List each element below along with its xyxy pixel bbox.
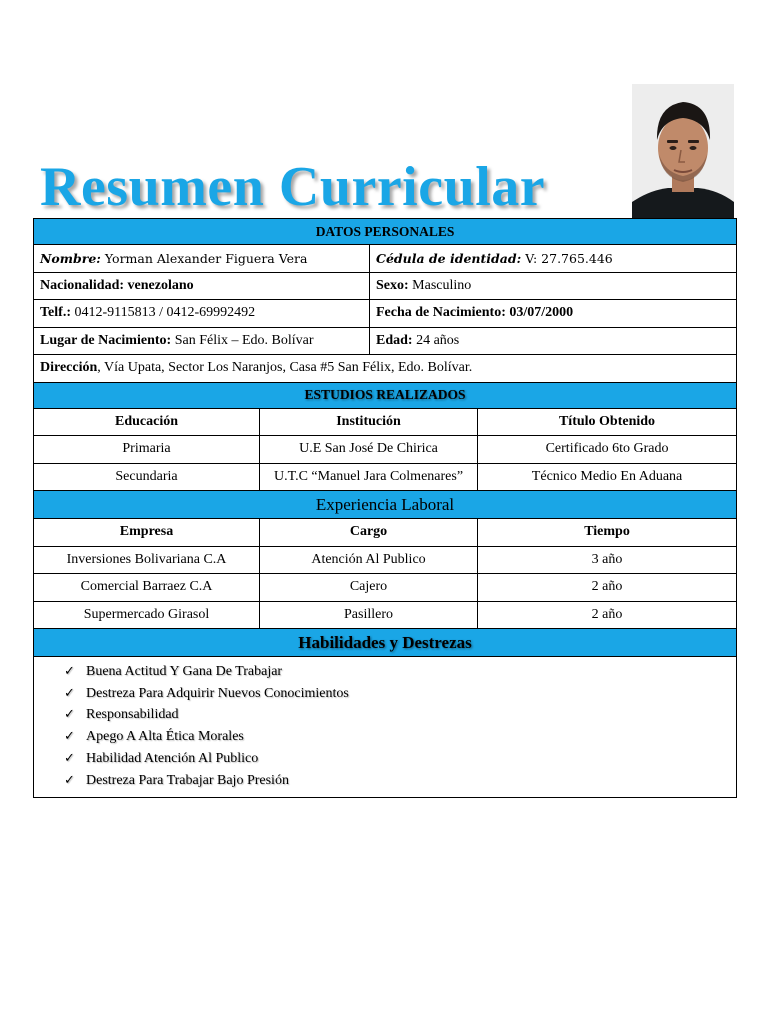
edad-value: 24 años <box>416 332 460 348</box>
skill-text: Buena Actitud Y Gana De Trabajar <box>86 664 283 679</box>
empresa-cell: Supermercado Girasol <box>34 601 260 629</box>
row-direccion <box>34 355 737 383</box>
table-row <box>34 436 737 464</box>
fecha-label: Fecha de Nacimiento: <box>376 305 506 321</box>
column-header-educacion: Educación <box>34 408 260 436</box>
direccion-label: Dirección <box>40 360 98 376</box>
skill-text: Apego A Alta Ética Morales <box>86 729 244 745</box>
sexo-label: Sexo: <box>376 277 409 293</box>
skill-text: Responsabilidad <box>86 707 179 723</box>
nombre-cell <box>34 245 370 273</box>
list-item <box>64 683 736 705</box>
column-header-titulo: Título Obtenido <box>478 408 737 436</box>
edad-label: Edad: <box>376 332 413 348</box>
telf-cell <box>34 300 370 328</box>
habilidades-heading <box>34 629 737 657</box>
tiempo-cell: 3 año <box>478 546 737 574</box>
skills-list <box>34 661 736 791</box>
experiencia-column-headers <box>34 519 737 547</box>
habilidades-heading-text: Habilidades y Destrezas <box>298 632 472 652</box>
column-header-cargo: Cargo <box>260 519 478 547</box>
fecha-value: 03/07/2000 <box>509 305 574 321</box>
list-item <box>64 704 736 726</box>
edad-cell <box>370 327 737 355</box>
nacionalidad-label: Nacionalidad: <box>40 277 125 293</box>
estudios-column-headers <box>34 408 737 436</box>
lugar-label: Lugar de Nacimiento: <box>40 332 172 348</box>
cargo-cell: Cajero <box>260 574 478 602</box>
table-row <box>34 546 737 574</box>
list-item <box>64 661 736 683</box>
tiempo-cell: 2 año <box>478 574 737 602</box>
titulo-cell: Certificado 6to Grado <box>478 436 737 464</box>
lugar-value: San Félix – Edo. Bolívar <box>174 332 314 348</box>
checkmark-icon: ✓ <box>64 684 75 700</box>
cargo-cell: Atención Al Publico <box>260 546 478 574</box>
checkmark-icon: ✓ <box>64 728 75 744</box>
titulo-cell: Técnico Medio En Aduana <box>478 463 737 491</box>
profile-photo <box>632 84 734 218</box>
column-header-empresa: Empresa <box>34 519 260 547</box>
nombre-value: Yorman Alexander Figuera Vera <box>104 250 308 266</box>
educacion-cell: Primaria <box>34 436 260 464</box>
habilidades-header <box>34 629 737 657</box>
skill-text: Habilidad Atención Al Publico <box>86 750 259 766</box>
sexo-cell <box>370 272 737 300</box>
estudios-header <box>34 382 737 408</box>
cargo-cell: Pasillero <box>260 601 478 629</box>
row-nombre <box>34 245 737 273</box>
direccion-cell <box>34 355 737 383</box>
portrait-image <box>632 84 734 218</box>
table-row <box>34 463 737 491</box>
empresa-cell: Comercial Barraez C.A <box>34 574 260 602</box>
table-row <box>34 601 737 629</box>
checkmark-icon: ✓ <box>64 706 75 722</box>
telf-value: 0412-9115813 / 0412-69992492 <box>74 305 256 321</box>
row-nacionalidad <box>34 272 737 300</box>
institucion-cell: U.T.C “Manuel Jara Colmenares” <box>260 463 478 491</box>
skill-text: Destreza Para Trabajar Bajo Presión <box>86 772 289 788</box>
datos-personales-heading: DATOS PERSONALES <box>34 219 737 245</box>
checkmark-icon: ✓ <box>64 771 75 787</box>
nombre-label: Nombre: <box>40 250 101 266</box>
list-item <box>64 770 736 792</box>
educacion-cell: Secundaria <box>34 463 260 491</box>
direccion-value: , Vía Upata, Sector Los Naranjos, Casa #5 San Félix, Edo. Bolívar. <box>97 360 473 376</box>
column-header-institucion: Institución <box>260 408 478 436</box>
datos-personales-header <box>34 219 737 245</box>
institucion-cell: U.E San José De Chirica <box>260 436 478 464</box>
habilidades-row <box>34 657 737 798</box>
nacionalidad-value: venezolano <box>127 277 194 293</box>
cedula-cell <box>370 245 737 273</box>
empresa-cell: Inversiones Bolivariana C.A <box>34 546 260 574</box>
cedula-value: V: 27.765.446 <box>525 250 613 266</box>
habilidades-cell <box>34 657 737 798</box>
checkmark-icon: ✓ <box>64 749 75 765</box>
page-title: Resumen Curricular <box>40 156 546 218</box>
nacionalidad-cell <box>34 272 370 300</box>
estudios-heading-text: ESTUDIOS REALIZADOS <box>304 387 466 402</box>
skill-text: Destreza Para Adquirir Nuevos Conocimientos <box>86 685 349 701</box>
row-lugar <box>34 327 737 355</box>
cedula-label: Cédula de identidad: <box>376 250 522 266</box>
list-item <box>64 726 736 748</box>
checkmark-icon: ✓ <box>64 663 75 678</box>
table-row <box>34 574 737 602</box>
row-telefono <box>34 300 737 328</box>
sexo-value: Masculino <box>412 277 472 293</box>
experiencia-header <box>34 491 737 519</box>
list-item <box>64 748 736 770</box>
estudios-heading <box>34 382 737 408</box>
fecha-cell <box>370 300 737 328</box>
column-header-tiempo: Tiempo <box>478 519 737 547</box>
experiencia-heading: Experiencia Laboral <box>34 491 737 519</box>
tiempo-cell: 2 año <box>478 601 737 629</box>
telf-label: Telf.: <box>40 305 71 321</box>
cv-table <box>33 218 737 798</box>
lugar-cell <box>34 327 370 355</box>
